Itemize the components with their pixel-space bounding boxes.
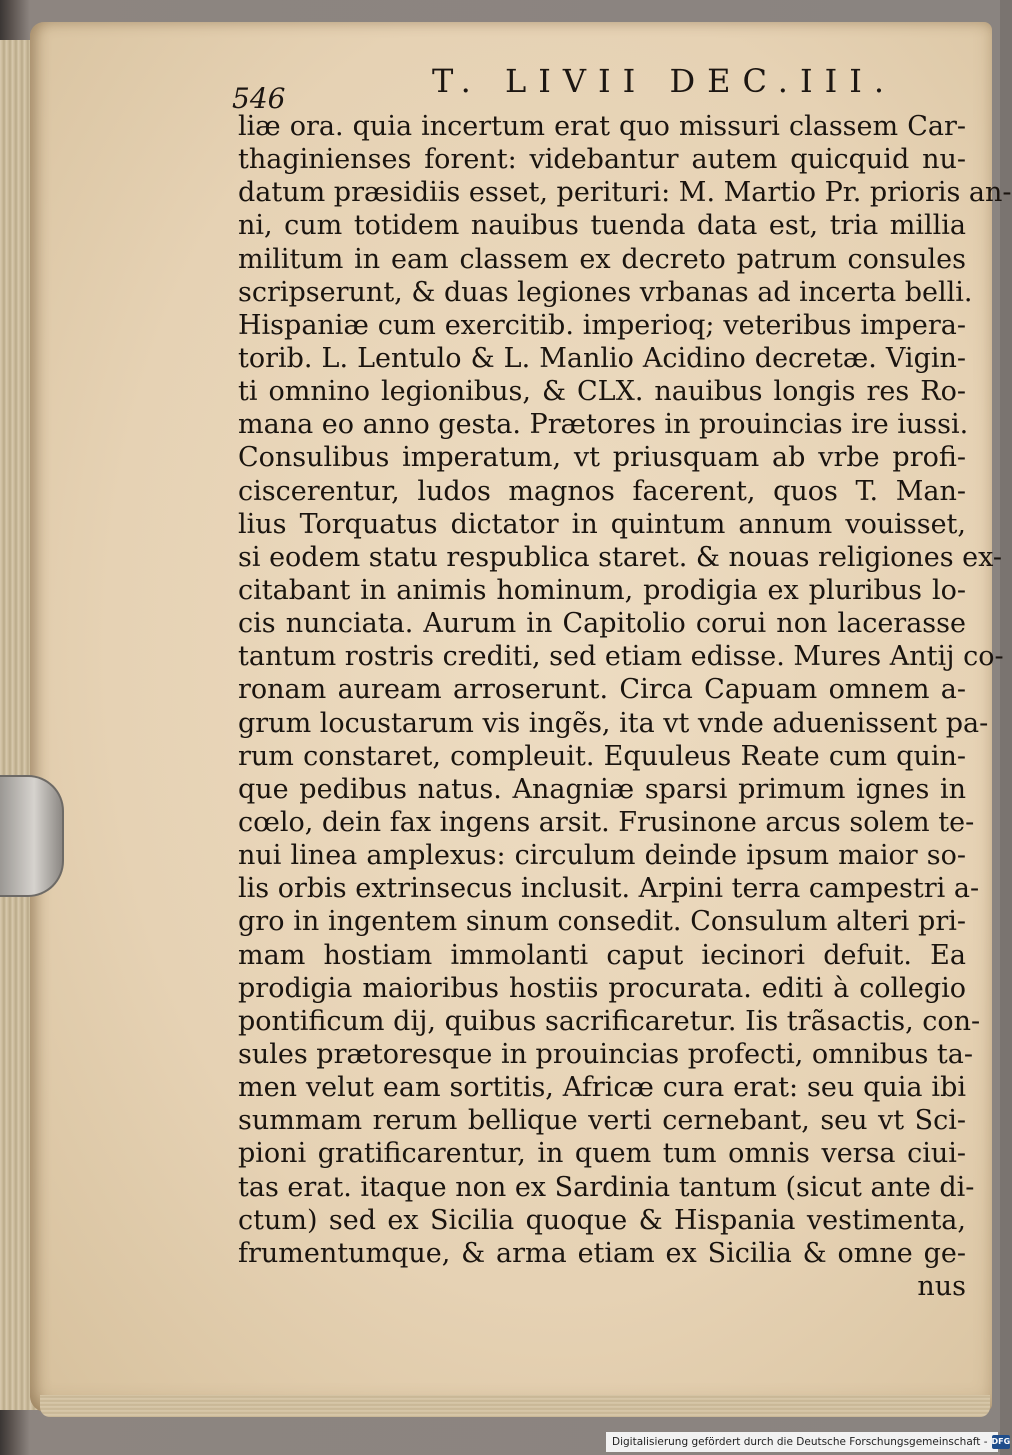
text-line: ti omnino legionibus, & CLX. nauibus longis res Ro- <box>238 376 966 408</box>
text-line: liæ ora. quia incertum erat quo missuri classem Car- <box>238 111 966 142</box>
text-line: torib. L. Lentulo & L. Manlio Acidino decretæ. Vigin- <box>238 342 966 374</box>
funding-credit: Digitalisierung gefördert durch die Deutsche Forschungsgemeinschaft - <box>612 1436 988 1448</box>
book-clasp <box>0 775 64 897</box>
text-line: mam hostiam immolanti caput iecinori defuit. Ea <box>238 939 966 971</box>
running-title: T. LIVII DEC.III. <box>432 62 897 100</box>
text-line: si eodem statu respublica staret. & nouas religiones ex- <box>238 541 1003 573</box>
digitization-footer <box>606 1432 1011 1452</box>
text-line: pontificum dij, quibus sacrificaretur. Iis trãsactis, con- <box>238 1005 981 1037</box>
text-line: tantum rostris crediti, sed etiam edisse. Mures Antij co- <box>238 641 1004 673</box>
text-line: prodigia maioribus hostiis procurata. editi à collegio <box>238 972 966 1004</box>
text-line: ronam auream arroserunt. Circa Capuam omnem a- <box>238 674 966 706</box>
text-line: mana eo anno gesta. Prætores in prouincias ire iussi. <box>238 409 969 441</box>
text-line: citabant in animis hominum, prodigia ex pluribus lo- <box>238 574 966 606</box>
text-line: lius Torquatus dictator in quintum annum vouisset, <box>238 508 966 540</box>
text-line: Consulibus imperatum, vt priusquam ab vrbe profi- <box>238 442 966 474</box>
text-line: que pedibus natus. Anagniæ sparsi primum ignes in <box>238 773 966 805</box>
text-line: summam rerum bellique verti cernebant, seu vt Sci- <box>238 1105 966 1137</box>
text-line: tas erat. itaque non ex Sardinia tantum (sicut ante di- <box>238 1171 975 1203</box>
dfg-logo-icon: DFG <box>992 1435 1011 1449</box>
text-line: pioni gratificarentur, in quem tum omnis versa ciui- <box>238 1138 966 1170</box>
page-number: 546 <box>232 82 286 115</box>
text-line: cis nunciata. Aurum in Capitolio corui non lacerasse <box>238 608 966 640</box>
text-line: nui linea amplexus: circulum deinde ipsum maior so- <box>238 840 966 872</box>
text-line: grum locustarum vis ingẽs, ita vt vnde aduenissent pa- <box>238 707 989 739</box>
text-line: gro in ingentem sinum consedit. Consulum alteri pri- <box>238 906 966 938</box>
running-head <box>232 62 932 115</box>
text-line: datum præsidiis esset, perituri: M. Martio Pr. prioris an- <box>238 177 1012 209</box>
text-line: ciscerentur, ludos magnos facerent, quos T. Man- <box>238 475 966 507</box>
text-line: ctum) sed ex Sicilia quoque & Hispania vestimenta, <box>238 1204 966 1236</box>
text-line: sules prætoresque in prouincias profecti, omnibus ta- <box>238 1038 973 1070</box>
text-line: men velut eam sortitis, Africæ cura erat: seu quia ibi <box>238 1072 966 1104</box>
book-bottom-edge <box>40 1395 990 1417</box>
text-line: militum in eam classem ex decreto patrum consules <box>238 243 966 275</box>
text-line: frumentumque, & arma etiam ex Sicilia & omne ge- <box>238 1237 966 1269</box>
text-line: Hispaniæ cum exercitib. imperioq; veteribus impera- <box>238 309 966 341</box>
text-line: nus <box>917 1270 966 1302</box>
text-line: ni, cum totidem nauibus tuenda data est, tria millia <box>238 210 966 242</box>
text-line: cœlo, dein fax ingens arsit. Frusinone arcus solem te- <box>238 806 975 838</box>
text-line: scripserunt, & duas legiones vrbanas ad incerta belli. <box>238 276 973 308</box>
text-line: rum constaret, compleuit. Equuleus Reate cum quin- <box>238 740 966 772</box>
body-text <box>238 110 1012 1303</box>
text-line: thaginienses forent: videbantur autem quicquid nu- <box>238 144 966 176</box>
text-line: lis orbis extrinsecus inclusit. Arpini terra campestri a- <box>238 873 980 905</box>
